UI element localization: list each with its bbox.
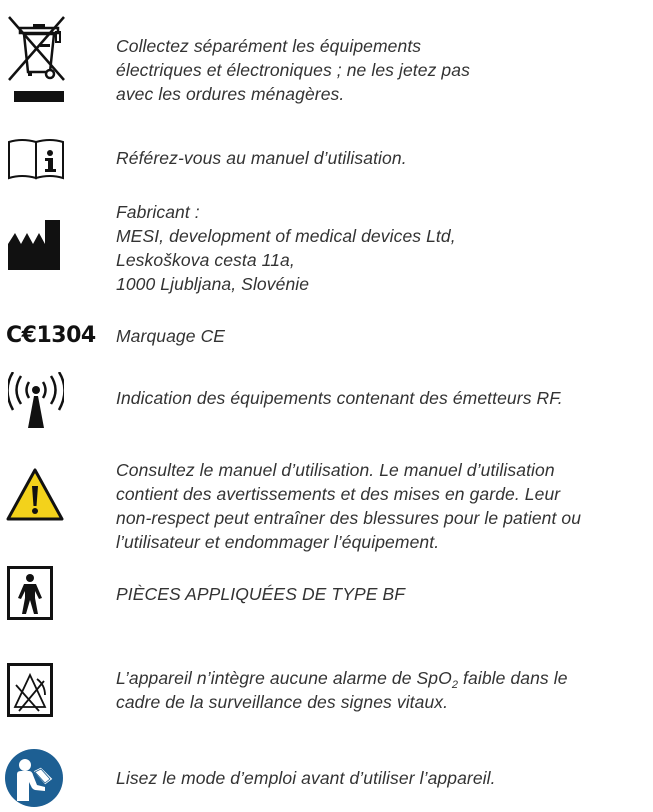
text-line: MESI, development of medical devices Ltd, — [116, 226, 456, 246]
text-line: non-respect peut entraîner des blessures pour le patient ou — [116, 508, 582, 528]
text-line — [116, 666, 568, 690]
symbol-description — [116, 666, 568, 714]
consult-manual-info-icon — [7, 136, 65, 187]
symbol-description — [116, 766, 496, 790]
text-line: 1000 Ljubljana, Slovénie — [116, 274, 310, 294]
text-line: avec les ordures ménagères. — [116, 84, 345, 104]
text-line: l’utilisateur et endommager l’équipement. — [116, 532, 440, 552]
symbol-description — [116, 34, 470, 106]
symbol-description — [116, 458, 581, 554]
symbol-description — [116, 582, 405, 606]
symbol-description — [116, 386, 563, 410]
text-fragment: faible dans le — [458, 668, 568, 688]
type-bf-applied-part-icon — [7, 566, 53, 625]
text-line: Fabricant : — [116, 202, 200, 222]
ce-mark-icon: C€1304 — [6, 323, 96, 348]
text-line: cadre de la surveillance des signes vitaux. — [116, 692, 449, 712]
text-line: Collectez séparément les équipements — [116, 36, 422, 56]
text-line: Référez-vous au manuel d’utilisation. — [116, 148, 407, 168]
text-line: Marquage CE — [116, 326, 226, 346]
weee-crossed-bin-icon — [6, 14, 66, 111]
text-line: Consultez le manuel d’utilisation. Le manuel d’utilisation — [116, 460, 555, 480]
text-line: Lisez le mode d’emploi avant d’utiliser l’appareil. — [116, 768, 496, 788]
subscript: 2 — [451, 679, 459, 691]
text-line: PIÈCES APPLIQUÉES DE TYPE BF — [116, 584, 406, 604]
text-line: contient des avertissements et des mises en garde. Leur — [116, 484, 561, 504]
text-line: Indication des équipements contenant des émetteurs RF. — [116, 388, 563, 408]
warning-triangle-icon — [6, 468, 64, 527]
symbol-description — [116, 200, 456, 296]
text-line: Leskoškova cesta 11a, — [116, 250, 295, 270]
text-line: électriques et électroniques ; ne les jetez pas — [116, 60, 470, 80]
text-fragment: L’appareil n’intègre aucune alarme de SpO — [116, 668, 452, 688]
manufacturer-factory-icon — [8, 220, 62, 275]
symbol-description — [116, 146, 407, 170]
symbol-description — [116, 324, 225, 348]
no-alarm-system-icon — [7, 663, 53, 722]
non-ionizing-radiation-icon — [8, 372, 64, 437]
read-instructions-icon — [5, 749, 63, 812]
